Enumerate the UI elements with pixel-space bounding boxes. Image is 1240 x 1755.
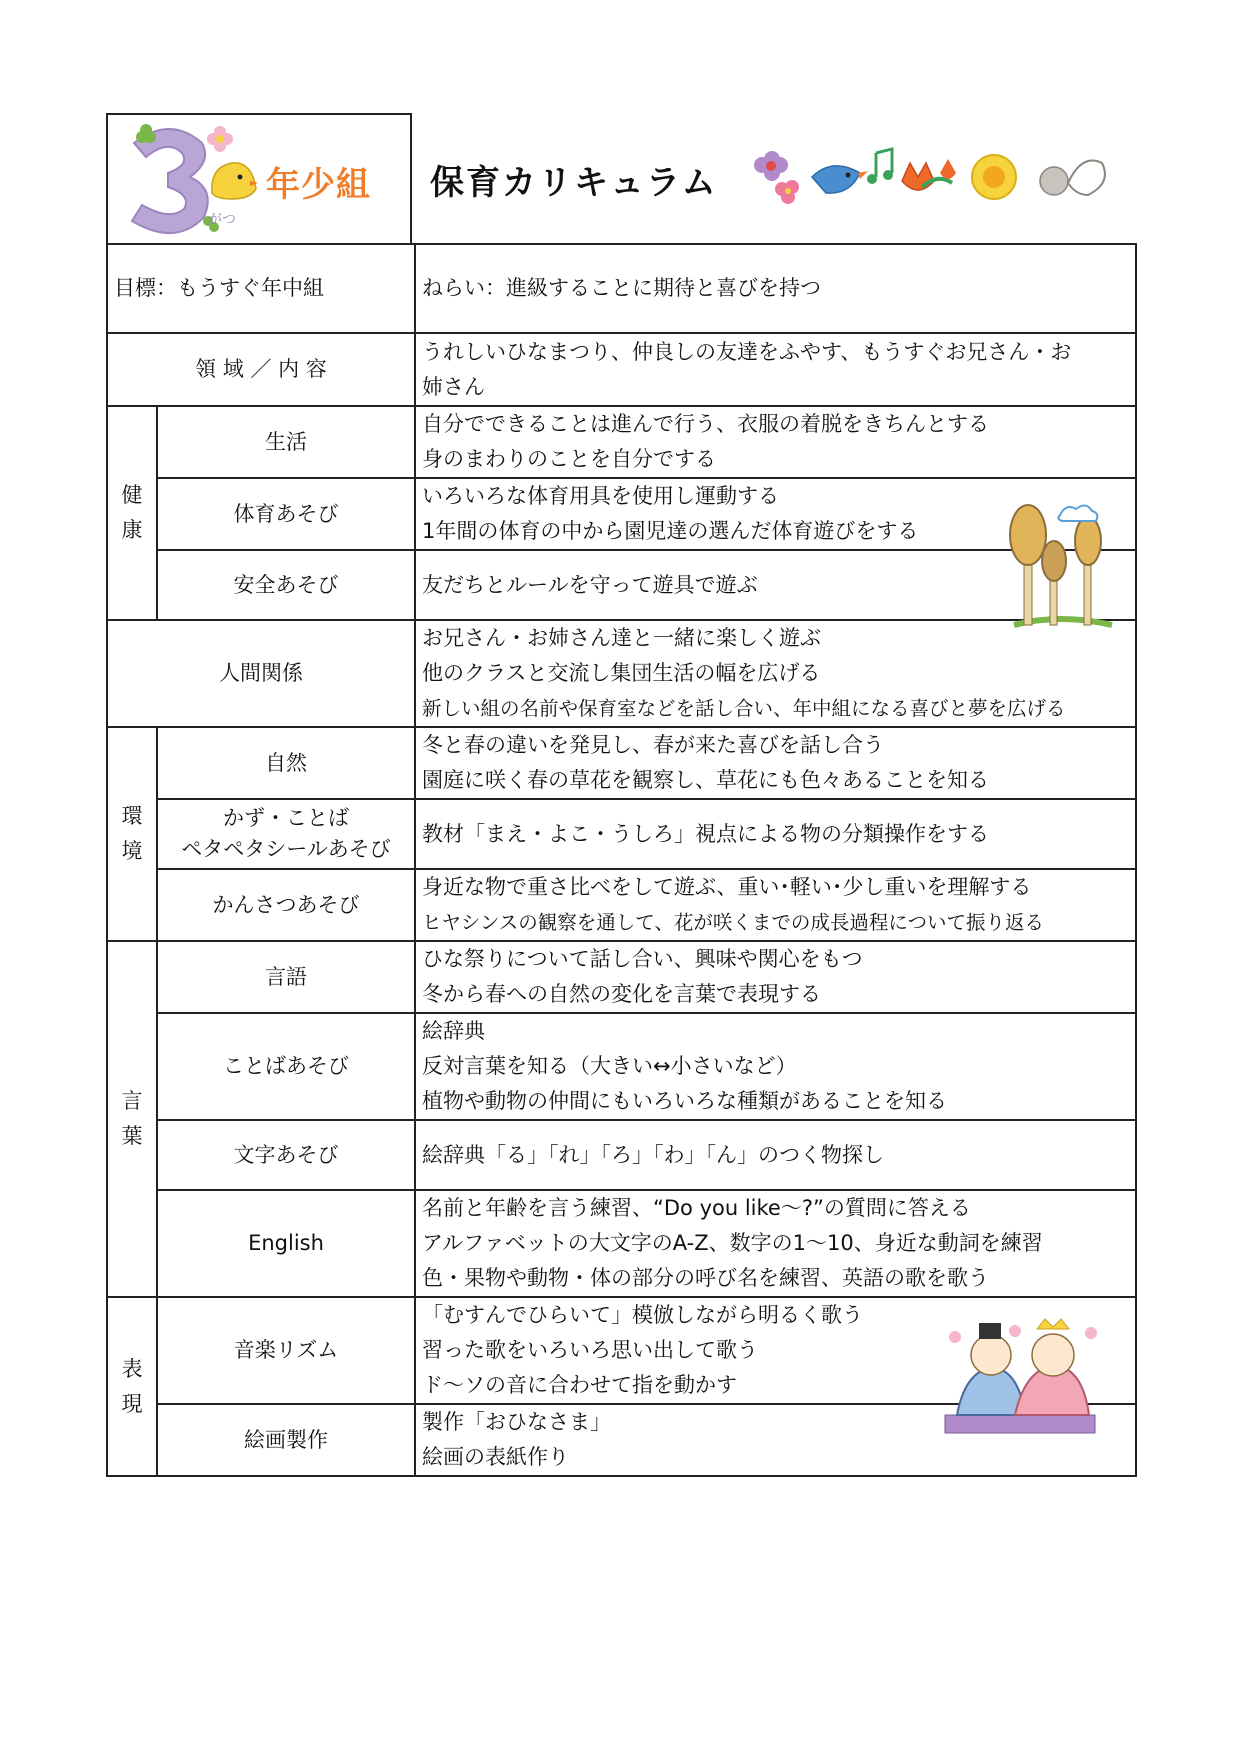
category-relations: 人間関係 [107, 620, 415, 727]
row-label: 生活 [157, 406, 415, 478]
row-label: 言語 [157, 941, 415, 1013]
tulip-icon [902, 159, 956, 190]
row-label: かんさつあそび [157, 869, 415, 941]
header [106, 113, 1135, 245]
table-row [107, 799, 1136, 869]
chick-icon [206, 153, 260, 203]
row-content: いろいろな体育用具を使用し運動する 1年間の体育の中から園児達の選んだ体育遊びをする [415, 478, 1136, 550]
flowers-icon [754, 151, 799, 204]
category-language: 言 葉 [107, 941, 157, 1297]
row-content: 絵辞典 反対言葉を知る（大きい↔小さいなど） 植物や動物の仲間にもいろいろな種類があることを知る [415, 1013, 1136, 1120]
row-content: お兄さん・お姉さん達と一緒に楽しく遊ぶ 他のクラスと交流し集団生活の幅を広げる 新しい組の名前や保育室などを話し合い、年中組になる喜びと夢を広げる [415, 620, 1136, 727]
sunflower-icon [972, 155, 1016, 199]
row-content: 冬と春の違いを発見し、春が来た喜びを話し合う 園庭に咲く春の草花を観察し、草花にも色々あることを知る [415, 727, 1136, 799]
page-title: 保育カリキュラム [430, 163, 718, 203]
table-row [107, 1120, 1136, 1190]
table-row [107, 869, 1136, 941]
row-label: 安全あそび [157, 550, 415, 620]
month-number-3 [132, 129, 208, 233]
header-decoration [742, 133, 1112, 223]
row-label: 文字あそび [157, 1120, 415, 1190]
row-label: 音楽リズム [157, 1297, 415, 1404]
row-content: 教材「まえ・よこ・うしろ」視点による物の分類操作をする [415, 799, 1136, 869]
month-label: がつ [208, 212, 236, 228]
music-note-icon [867, 149, 893, 184]
domain-header-label: 領 域 ／ 内 容 [107, 333, 415, 406]
goal-row [107, 244, 1136, 333]
horsetail-sprouts-illustration [1000, 495, 1120, 635]
category-expression: 表 現 [107, 1297, 157, 1476]
table-row [107, 1190, 1136, 1297]
row-label: English [157, 1190, 415, 1297]
row-label: 自然 [157, 727, 415, 799]
flower-icon [206, 125, 234, 153]
row-label: 絵画製作 [157, 1404, 415, 1476]
header-title-box [412, 113, 1135, 245]
domain-header-content: うれしいひなまつり、仲良しの友達をふやす、もうすぐお兄さん・お 姉さん [415, 333, 1136, 406]
goal-cell: 目標：もうすぐ年中組 [107, 244, 415, 333]
hina-dolls-illustration [935, 1303, 1105, 1443]
row-label: かず・ことば ペタペタシールあそび [157, 799, 415, 869]
category-environment: 環 境 [107, 727, 157, 941]
row-content: 「むすんでひらいて」模倣しながら明るく歌う 習った歌をいろいろ思い出して歌う ド～ソの音に合わせて指を動かす [415, 1297, 1136, 1404]
bird-icon [812, 166, 868, 193]
row-content: 名前と年齢を言う練習、“Do you like～?”の質問に答える アルファベットの大文字のA-Z、数字の1～10、身近な動詞を練習 色・果物や動物・体の部分の呼び名を練習、英語の歌を歌う [415, 1190, 1136, 1297]
aim-cell: ねらい：進級することに期待と喜びを持つ [415, 244, 1136, 333]
row-label: 体育あそび [157, 478, 415, 550]
snail-icon [1040, 161, 1105, 196]
table-row [107, 941, 1136, 1013]
row-content: 身近な物で重さ比べをして遊ぶ、重い･軽い･少し重いを理解する ヒヤシンスの観察を通して、花が咲くまでの成長過程について振り返る [415, 869, 1136, 941]
row-content: 友だちとルールを守って遊具で遊ぶ [415, 550, 1136, 620]
row-content: ひな祭りについて話し合い、興味や関心をもつ 冬から春への自然の変化を言葉で表現する [415, 941, 1136, 1013]
table-row [107, 1013, 1136, 1120]
table-row [107, 727, 1136, 799]
category-health: 健 康 [107, 406, 157, 620]
table-row [107, 406, 1136, 478]
table-row [107, 550, 1136, 620]
class-name: 年少組 [266, 165, 371, 205]
table-row [107, 478, 1136, 550]
curriculum-table [106, 243, 1137, 1477]
domain-header-row [107, 333, 1136, 406]
row-content: 自分でできることは進んで行う、衣服の着脱をきちんとする 身のまわりのことを自分でする [415, 406, 1136, 478]
row-content: 製作「おひなさま」 絵画の表紙作り [415, 1404, 1136, 1476]
table-row [107, 620, 1136, 727]
header-month-box [106, 113, 412, 245]
row-content: 絵辞典「る」「れ」「ろ」「わ」「ん」のつく物探し [415, 1120, 1136, 1190]
month-number-graphic [120, 121, 220, 241]
row-label: ことばあそび [157, 1013, 415, 1120]
